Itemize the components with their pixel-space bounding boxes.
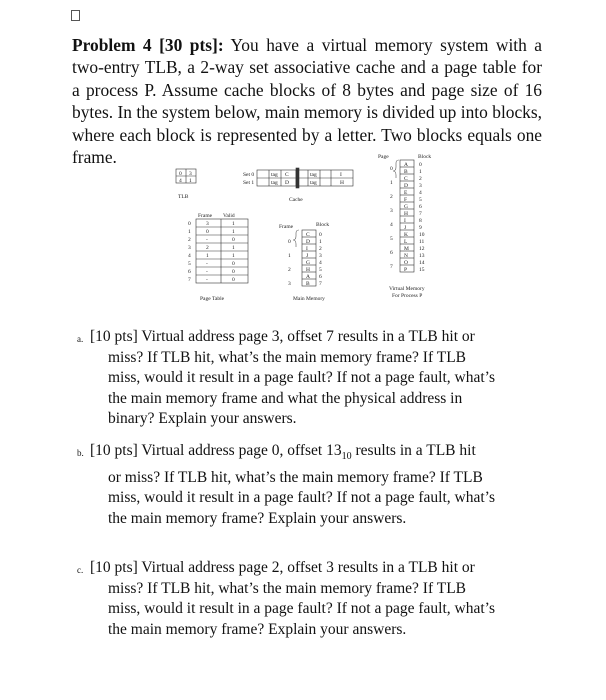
diagram-cell-text: N xyxy=(404,253,408,259)
diagram-cell-text: 1 xyxy=(232,253,235,259)
diagram-cell-text: 1 xyxy=(232,221,235,227)
diagram-cell-text: D xyxy=(404,183,408,189)
diagram-cell-text: 13 xyxy=(419,253,425,259)
diagram-cell-text: 7 xyxy=(390,264,393,270)
diagram-cell-text: 1 xyxy=(232,245,235,251)
question-a-line-1: [10 pts] Virtual address page 3, offset 7 results in a TLB hit or xyxy=(90,328,475,345)
base-subscript: 10 xyxy=(341,451,352,462)
diagram-cell-text: 1 xyxy=(232,229,235,235)
main-memory-frame-header: Frame xyxy=(279,224,294,230)
cache-tag-label: tag xyxy=(310,180,317,186)
diagram-cell-text: - xyxy=(206,269,208,275)
diagram-cell-text: 7 xyxy=(188,277,191,283)
diagram-cell-text: 7 xyxy=(319,281,322,287)
diagram-cell-text: 2 xyxy=(390,194,393,200)
problem-label: Problem 4 [30 pts]: xyxy=(72,35,224,55)
diagram-cell-text: 7 xyxy=(419,211,422,217)
tlb-cell-1-0: 4 xyxy=(179,178,182,184)
diagram-cell-text: I xyxy=(404,218,406,224)
diagram-cell-text: 1 xyxy=(288,253,291,259)
cache-tag-label: tag xyxy=(271,172,278,178)
cache-set1-label: Set 1 xyxy=(243,180,255,186)
diagram-cell-text: 3 xyxy=(390,208,393,214)
diagram-cell-text: C xyxy=(306,232,310,238)
diagram-cell-text: 5 xyxy=(188,261,191,267)
question-marker: b. xyxy=(77,448,84,458)
cache-block-d: D xyxy=(285,180,289,186)
diagram-cell-text: 2 xyxy=(288,267,291,273)
virtual-memory-table xyxy=(400,160,414,272)
diagram-cell-text: B xyxy=(404,169,408,175)
diagram-cell-text: 4 xyxy=(390,222,393,228)
diagram-cell-text: - xyxy=(206,277,208,283)
question-b xyxy=(77,441,550,529)
diagram-cell-text: 0 xyxy=(419,162,422,168)
tlb-table xyxy=(176,169,196,183)
cache-block-c: C xyxy=(285,172,289,178)
question-a-line-3: miss, would it result in a page fault? If not a page fault, what’s xyxy=(108,369,495,386)
question-a-line-5: binary? Explain your answers. xyxy=(108,410,297,427)
question-marker: c. xyxy=(77,565,84,575)
diagram-cell-text: 12 xyxy=(419,246,425,252)
diagram-cell-text: 0 xyxy=(232,269,235,275)
question-c-line-3: miss, would it result in a page fault? If not a page fault, what’s xyxy=(108,600,495,617)
diagram-cell-text: 14 xyxy=(419,260,425,266)
tlb-cell-0-0: 0 xyxy=(179,171,182,177)
diagram-cell-text: K xyxy=(404,232,408,238)
main-memory-block-header: Block xyxy=(316,222,330,228)
diagram-cell-text: 4 xyxy=(419,190,422,196)
diagram-cell-text: E xyxy=(404,190,408,196)
page-table-valid-header: Valid xyxy=(223,213,235,219)
diagram-cell-text: 3 xyxy=(288,281,291,287)
diagram-cell-text: 2 xyxy=(188,237,191,243)
diagram-cell-text: 1 xyxy=(419,169,422,175)
tlb-cell-0-1: 3 xyxy=(189,171,192,177)
diagram-cell-text: 6 xyxy=(419,204,422,210)
tlb-cell-1-1: 1 xyxy=(189,178,192,184)
diagram-cell-text: L xyxy=(404,239,408,245)
virtual-memory-block-header: Block xyxy=(418,154,432,160)
diagram-cell-text: I xyxy=(306,246,308,252)
diagram-cell-text: 2 xyxy=(319,246,322,252)
question-marker: a. xyxy=(77,334,84,344)
empty-checkbox-icon[interactable] xyxy=(71,10,80,21)
virtual-memory-page-header: Page xyxy=(378,154,389,160)
question-b-line-4: the main memory frame? Explain your answers. xyxy=(108,509,407,527)
diagram-cell-text: H xyxy=(306,267,310,273)
diagram-cell-text: 5 xyxy=(390,236,393,242)
diagram-cell-text: - xyxy=(206,261,208,267)
page-table-frame-header: Frame xyxy=(198,213,213,219)
diagram-cell-text: 5 xyxy=(319,267,322,273)
diagram-cell-text: - xyxy=(206,237,208,243)
diagram-cell-text: 0 xyxy=(319,232,322,238)
diagram-cell-text: 8 xyxy=(419,218,422,224)
diagram-cell-text: 2 xyxy=(206,245,209,251)
diagram-cell-text: 3 xyxy=(188,245,191,251)
diagram-cell-text: 5 xyxy=(419,197,422,203)
diagram-cell-text: 0 xyxy=(232,237,235,243)
diagram-cell-text: 1 xyxy=(188,229,191,235)
cache-set0-label: Set 0 xyxy=(243,172,255,178)
problem-intro-text: You have a virtual memory system with a two-entry TLB, a 2-way set associative cache and a page table for a process P. Assume cache blocks of 8 bytes and page size of 16 bytes. In the system below, main memory is divided up into blocks, where each block is represented by a letter. Two blocks equals one frame. xyxy=(72,35,543,168)
diagram-cell-text: J xyxy=(306,253,309,259)
diagram-cell-text: F xyxy=(404,197,408,203)
cache-block-h: H xyxy=(340,180,344,186)
diagram-cell-text: C xyxy=(404,176,408,182)
diagram-cell-text: 10 xyxy=(419,232,425,238)
page-table-label: Page Table xyxy=(200,296,225,302)
cache-tag-label: tag xyxy=(310,172,317,178)
diagram-cell-text: 4 xyxy=(188,253,191,259)
diagram-cell-text: 0 xyxy=(390,166,393,172)
diagram-cell-text: P xyxy=(404,267,408,273)
diagram-cell-text: 6 xyxy=(319,274,322,280)
cache-block-i: I xyxy=(340,172,342,178)
diagram-cell-text: A xyxy=(306,274,310,280)
diagram-cell-text: 1 xyxy=(319,239,322,245)
diagram-cell-text: J xyxy=(404,225,407,231)
cache-table xyxy=(257,168,353,188)
diagram-cell-text: 3 xyxy=(419,183,422,189)
diagram-cell-text: 6 xyxy=(188,269,191,275)
virtual-memory-label-1: Virtual Memory xyxy=(389,286,425,292)
diagram-cell-text: 3 xyxy=(319,253,322,259)
question-a xyxy=(77,327,550,430)
diagram-cell-text: 6 xyxy=(390,250,393,256)
diagram-cell-text: G xyxy=(404,204,408,210)
question-b-line-2: or miss? If TLB hit, what’s the main memory frame? If TLB xyxy=(108,468,483,486)
diagram-cell-text: 0 xyxy=(188,221,191,227)
diagram-cell-text: 1 xyxy=(206,253,209,259)
question-c-line-4: the main memory frame? Explain your answers. xyxy=(108,620,407,638)
diagram-cell-text: 0 xyxy=(232,277,235,283)
diagram-cell-text: 2 xyxy=(419,176,422,182)
diagram-cell-text: 1 xyxy=(390,180,393,186)
question-b-line-1: [10 pts] Virtual address page 0, offset $13_{10}$ results in a TLB hit xyxy=(90,442,476,462)
diagram-cell-text: 4 xyxy=(319,260,322,266)
diagram-cell-text: 0 xyxy=(232,261,235,267)
diagram-cell-text: B xyxy=(306,281,310,287)
diagram-cell-text: D xyxy=(306,239,310,245)
diagram-cell-text: G xyxy=(306,260,310,266)
main-memory-label: Main Memory xyxy=(293,296,325,302)
diagram-cell-text: 0 xyxy=(206,229,209,235)
diagram-cell-text: O xyxy=(404,260,408,266)
question-b-line-3: miss, would it result in a page fault? If not a page fault, what’s xyxy=(108,489,495,506)
question-a-line-4: the main memory frame and what the physical address in xyxy=(108,389,463,407)
diagram-cell-text: 0 xyxy=(288,239,291,245)
cache-label: Cache xyxy=(289,197,303,203)
diagram-cell-text: 3 xyxy=(206,221,209,227)
diagram-cell-text: M xyxy=(404,246,409,252)
diagram-cell-text: A xyxy=(404,162,408,168)
virtual-memory-label-2: For Process P xyxy=(392,293,423,299)
question-c-line-1: [10 pts] Virtual address page 2, offset 3 results in a TLB hit or xyxy=(90,559,475,576)
question-c-line-2: miss? If TLB hit, what’s the main memory frame? If TLB xyxy=(108,579,466,597)
main-memory-table xyxy=(302,230,316,286)
page-table xyxy=(196,219,248,283)
cache-tag-label: tag xyxy=(271,180,278,186)
problem-intro xyxy=(72,34,542,168)
question-c xyxy=(77,558,550,640)
diagram-cell-text: 11 xyxy=(419,239,425,245)
diagram-cell-text: 15 xyxy=(419,267,425,273)
diagram-cell-text: 9 xyxy=(419,225,422,231)
tlb-label: TLB xyxy=(178,194,189,200)
question-a-line-2: miss? If TLB hit, what’s the main memory frame? If TLB xyxy=(108,348,466,366)
diagram-cell-text: H xyxy=(404,211,408,217)
